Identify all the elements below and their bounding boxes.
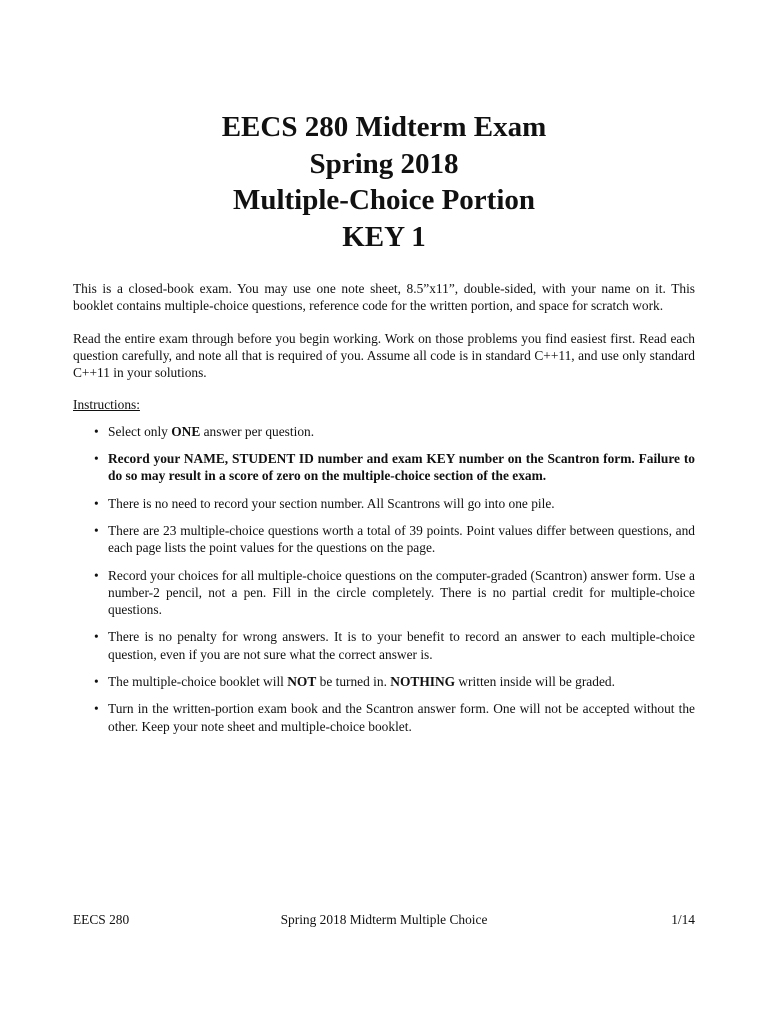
list-item: • Record your choices for all multiple-choice questions on the computer-graded (Scantron) answer form. Use a number-2 pencil, not a pen. Fill in the circle completely. There is no partial credit for multiple-choice questions. bbox=[94, 567, 695, 618]
list-item: • Turn in the written-portion exam book and the Scantron answer form. One will not be accepted without the other. Keep your note sheet and multiple-choice booklet. bbox=[94, 701, 695, 734]
intro-paragraph-1: This is a closed-book exam. You may use one note sheet, 8.5”x11”, double-sided, with your name on it. This booklet contains multiple-choice questions, reference code for the written portion, and space for scratch work. bbox=[73, 281, 695, 314]
list-item: • The multiple-choice booklet will NOT be turned in. NOTHING written inside will be graded. bbox=[94, 674, 615, 690]
bullet-icon: • bbox=[94, 423, 99, 439]
title-portion: Multiple-Choice Portion bbox=[232, 184, 536, 216]
footer-course: EECS 280 bbox=[73, 912, 130, 927]
list-item: • There are 23 multiple-choice questions worth a total of 39 points. Point values differ between questions, and each page lists the point values for the questions on the page. bbox=[94, 522, 695, 556]
bullet-icon: • bbox=[94, 629, 99, 645]
bullet-icon: • bbox=[94, 495, 99, 511]
exam-body bbox=[73, 280, 695, 745]
bullet-icon: • bbox=[94, 522, 99, 538]
exam-title bbox=[73, 109, 695, 255]
bullet-icon: • bbox=[94, 567, 99, 583]
bullet-icon: • bbox=[94, 674, 99, 690]
title-course: EECS 280 Midterm Exam bbox=[221, 111, 547, 143]
bullet-icon: • bbox=[94, 451, 99, 467]
list-item: • Select only ONE answer per question. bbox=[94, 423, 315, 439]
title-term: Spring 2018 bbox=[309, 147, 459, 180]
instructions-list bbox=[73, 423, 695, 735]
exam-page bbox=[73, 0, 695, 1024]
list-item: • There is no penalty for wrong answers. It is to your benefit to record an answer to each multiple-choice question, even if you are not sure what the correct answer is. bbox=[94, 629, 695, 662]
instructions-heading: Instructions: bbox=[73, 397, 140, 413]
list-item: • Record your NAME, STUDENT ID number and exam KEY number on the Scantron form. Failure to do so may result in a score of zero on the multiple-choice section of the exam. bbox=[94, 451, 695, 484]
bullet-icon: • bbox=[94, 701, 99, 717]
page-number: 1/14 bbox=[671, 912, 695, 927]
footer-title: Spring 2018 Midterm Multiple Choice bbox=[280, 912, 488, 927]
intro-paragraph-2: Read the entire exam through before you begin working. Work on those problems you find easiest first. Read each question carefully, and note all that is required of you. Assume all code is in standard C++11, and use only standard C++11 in your solutions. bbox=[73, 330, 695, 381]
list-item: • There is no need to record your section number. All Scantrons will go into one pile. bbox=[94, 495, 555, 511]
title-key: KEY 1 bbox=[342, 220, 426, 253]
